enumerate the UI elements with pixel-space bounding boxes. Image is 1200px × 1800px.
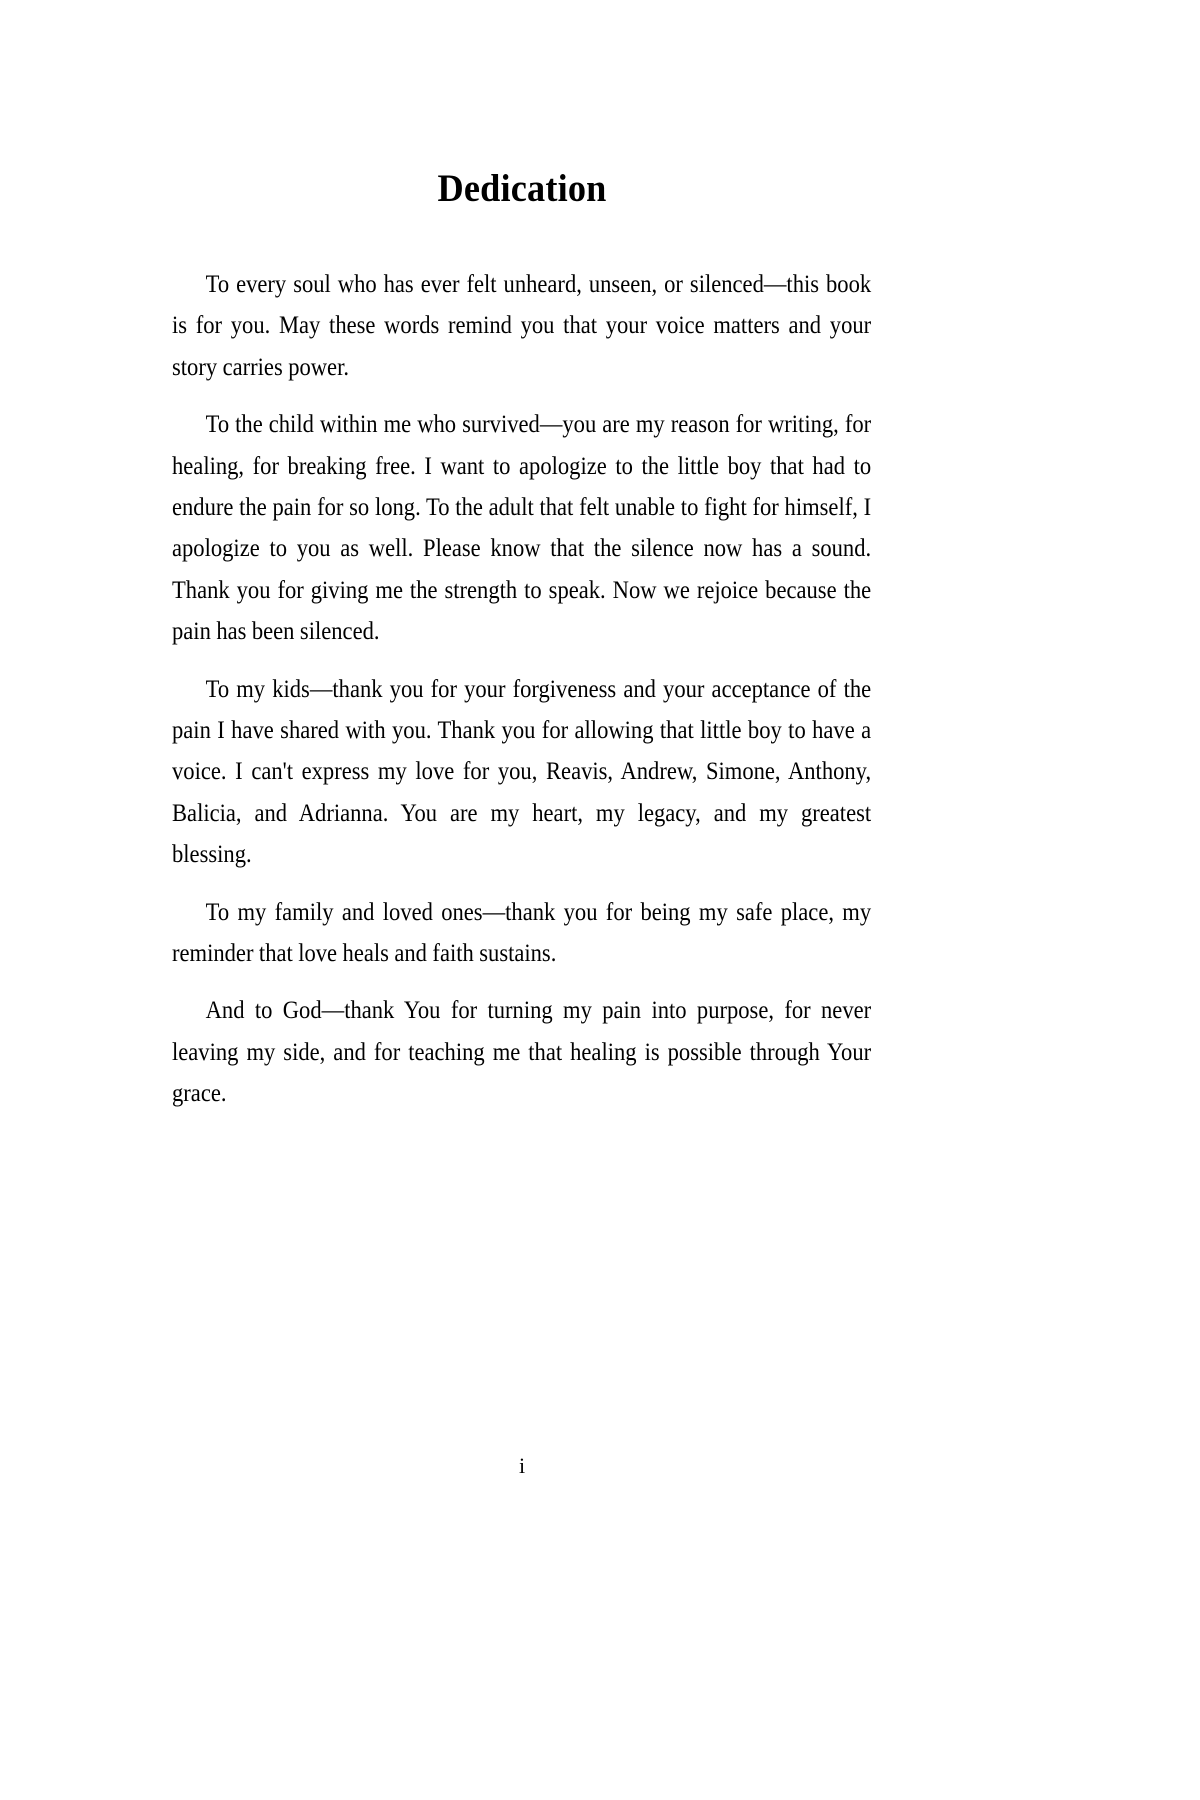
page-content [172,168,872,1114]
dedication-body [172,263,872,1114]
paragraph: To every soul who has ever felt unheard, unseen, or silenced—this book is for you. May these words remind you that your voice matters and your story carries power. [172,268,872,381]
page-title: Dedication [437,167,607,210]
paragraph: To my kids—thank you for your forgiveness and your acceptance of the pain I have shared with you. Thank you for allowing that little boy to have a voice. I can't express my love for you, Reavis, Andrew, Simone, Anthony, Balicia, and Adrianna. You are my heart, my legacy, and my greatest blessing. [172,673,872,869]
paragraph: To my family and loved ones—thank you for being my safe place, my reminder that love heals and faith sustains. [172,896,872,967]
page-number: i [518,1453,526,1478]
paragraph: To the child within me who survived—you are my reason for writing, for healing, for breaking free. I want to apologize to the little boy that had to endure the pain for so long. To the adult that felt unable to fight for himself, I apologize to you as well. Please know that the silence now has a sound. Thank you for giving me the strength to speak. Now we rejoice because the pain has been silenced. [172,409,872,646]
paragraph: And to God—thank You for turning my pain into purpose, for never leaving my side, and for teaching me that healing is possible through Your grace. [172,995,872,1108]
